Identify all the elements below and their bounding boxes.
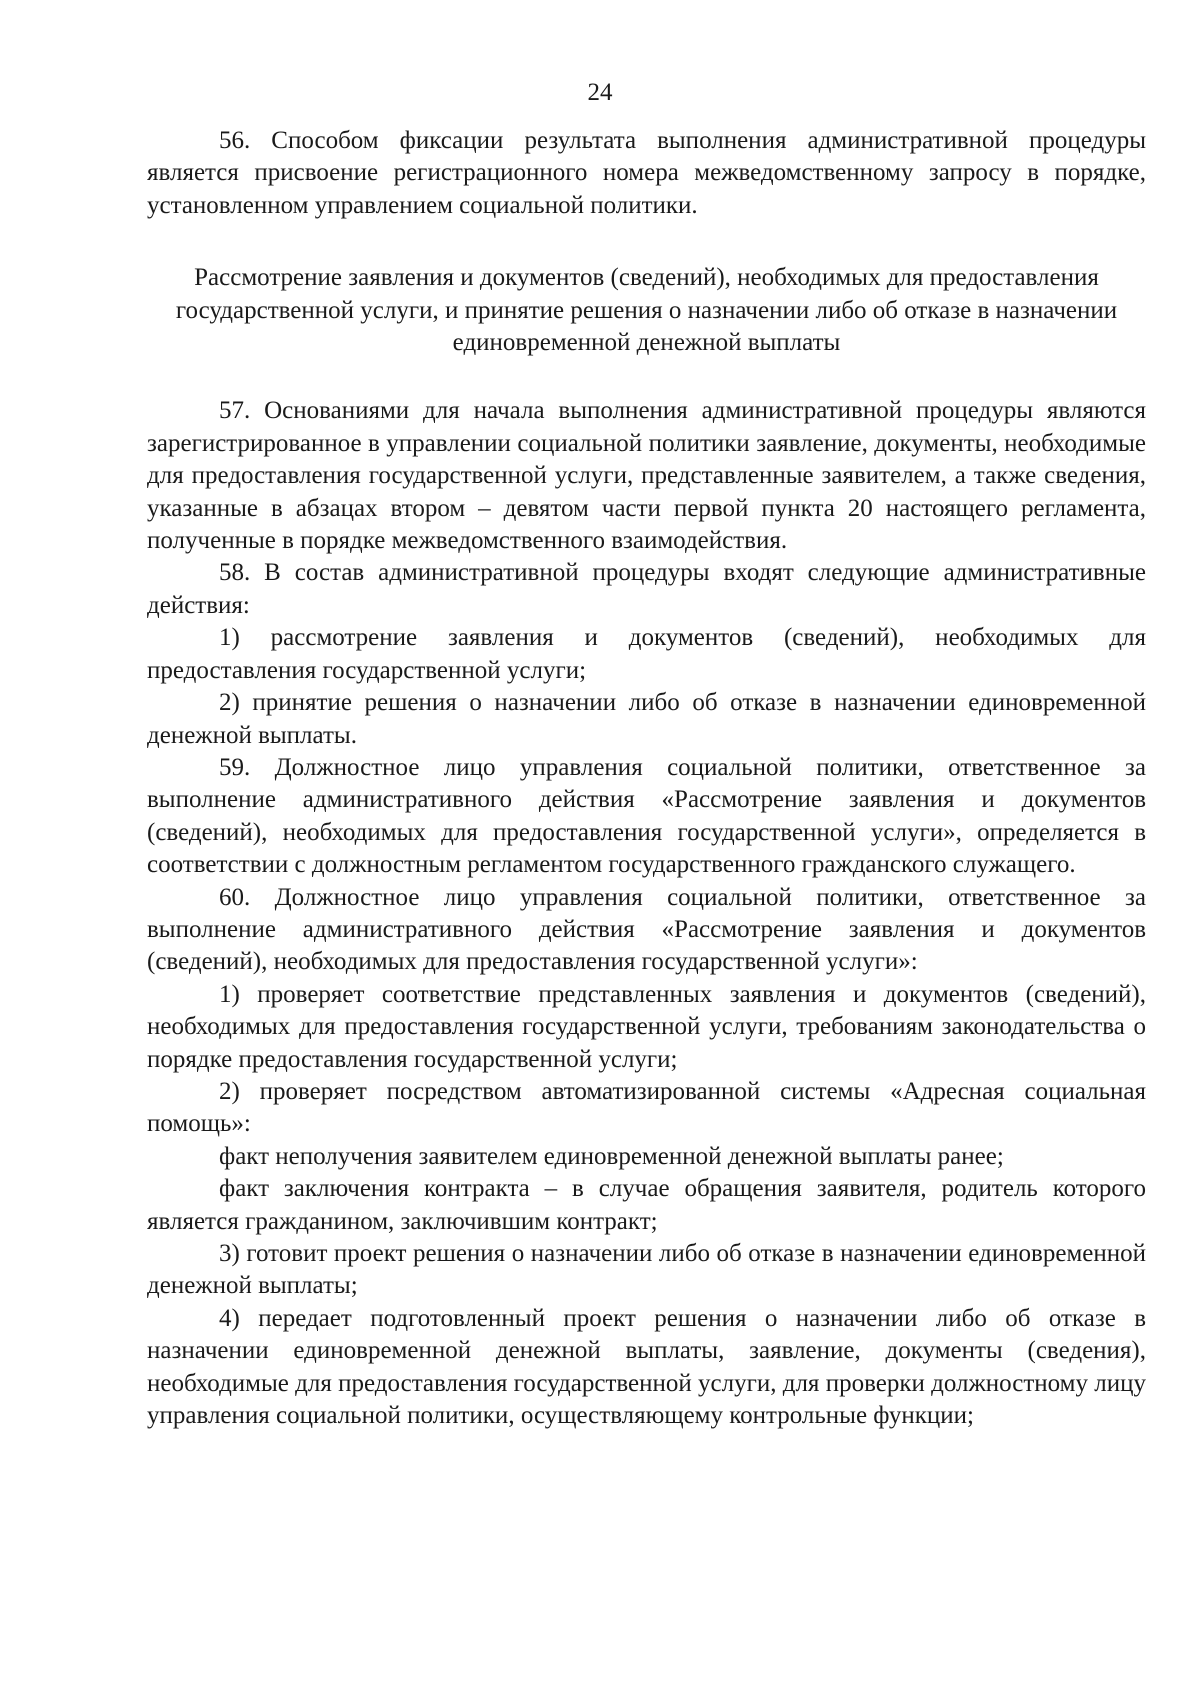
paragraph-60: 60. Должностное лицо управления социальной политики, ответственное за выполнение административного действия «Рассмотрение заявления и документов (сведений), необходимых для предоставления государственной услуги»: bbox=[147, 883, 1146, 976]
paragraph-60-item-2-subitem-a: факт неполучения заявителем единовременной денежной выплаты ранее; bbox=[219, 1142, 1004, 1170]
document-body bbox=[147, 125, 1146, 1432]
page-number: 24 bbox=[587, 79, 613, 106]
paragraph-59: 59. Должностное лицо управления социальной политики, ответственное за выполнение административного действия «Рассмотрение заявления и документов (сведений), необходимых для предоставления государственной услуги», определяется в соответствии с должностным регламентом государственного гражданского служащего. bbox=[147, 753, 1146, 879]
paragraph-57: 57. Основаниями для начала выполнения административной процедуры являются зарегистрированное в управлении социальной политики заявление, документы, необходимые для предоставления государственной услуги, представленные заявителем, а также сведения, указанные в абзацах втором – девятом части первой пункта 20 настоящего регламента, полученные в порядке межведомственного взаимодействия. bbox=[147, 397, 1146, 555]
paragraph-60-item-3: 3) готовит проект решения о назначении либо об отказе в назначении единовременной денежной выплаты; bbox=[147, 1240, 1146, 1300]
paragraph-58: 58. В состав административной процедуры входят следующие административные действия: bbox=[147, 559, 1146, 619]
paragraph-60-item-2: 2) проверяет посредством автоматизированной системы «Адресная социальная помощь»: bbox=[147, 1077, 1146, 1138]
paragraph-58-item-1: 1) рассмотрение заявления и документов (сведений), необходимых для предоставления государственной услуги; bbox=[147, 624, 1146, 684]
paragraph-60-item-2-subitem-b: факт заключения контракта – в случае обращения заявителя, родитель которого является гражданином, заключившим контракт; bbox=[147, 1175, 1146, 1235]
paragraph-60-item-1: 1) проверяет соответствие представленных заявления и документов (сведений), необходимых для предоставления государственной услуги, требованиям законодательства о порядке предоставления государственной услуги; bbox=[147, 980, 1146, 1073]
paragraph-58-item-2: 2) принятие решения о назначении либо об отказе в назначении единовременной денежной выплаты. bbox=[147, 689, 1146, 749]
section-heading: Рассмотрение заявления и документов (сведений), необходимых для предоставления государственной услуги, и принятие решения о назначении либо об отказе в назначении единовременной денежной выплаты bbox=[175, 264, 1118, 357]
paragraph-56: 56. Способом фиксации результата выполнения административной процедуры является присвоение регистрационного номера межведомственному запросу в порядке, установленном управлением социальной политики. bbox=[147, 127, 1146, 219]
paragraph-60-item-4: 4) передает подготовленный проект решения о назначении либо об отказе в назначении единовременной денежной выплаты, заявление, документы (сведения), необходимые для предоставления государственной услуги, для проверки должностному лицу управления социальной политики, осуществляющему контрольные функции; bbox=[147, 1304, 1146, 1430]
